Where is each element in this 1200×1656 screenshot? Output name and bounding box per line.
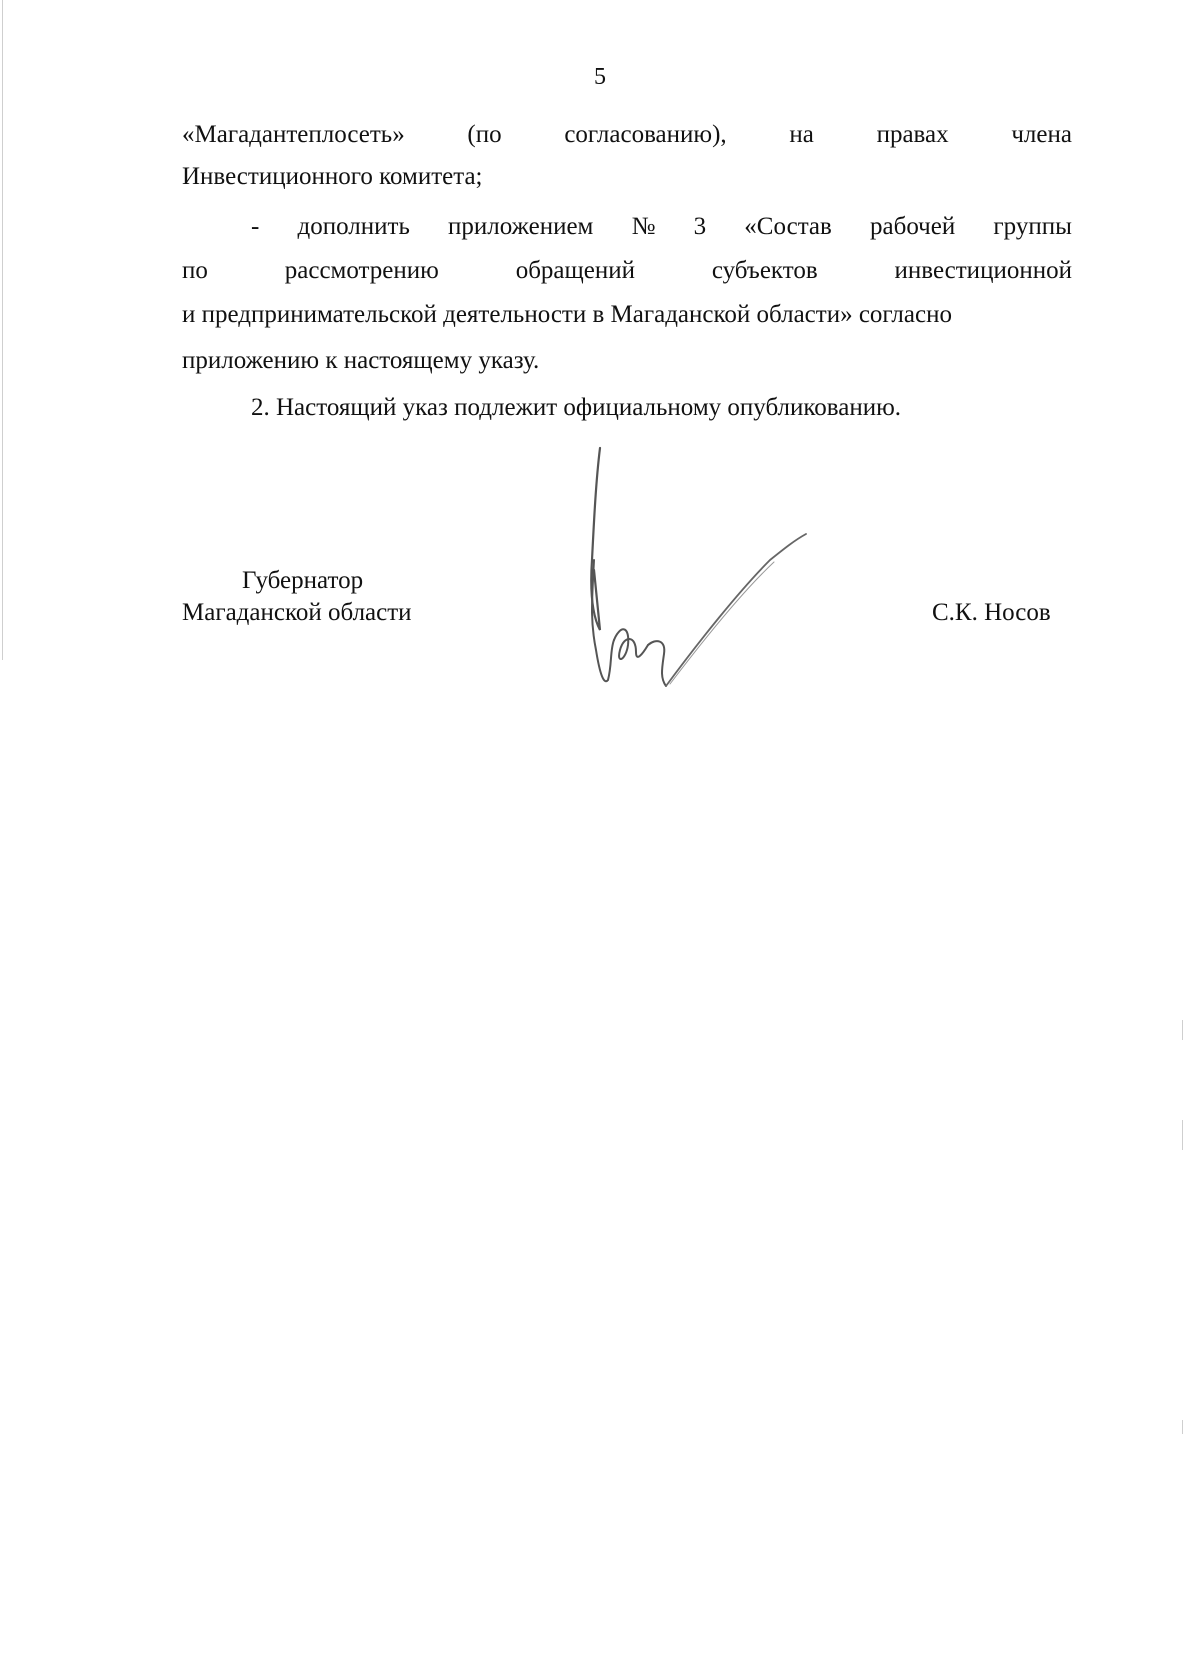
paragraph-line bbox=[251, 212, 1072, 242]
scan-edge-mark bbox=[1182, 1120, 1183, 1150]
word: рассмотрению bbox=[284, 257, 439, 284]
word: на bbox=[789, 121, 814, 148]
word: группы bbox=[993, 213, 1072, 240]
paragraph-line: Инвестиционного комитета; bbox=[182, 163, 483, 190]
signatory-name: С.К. Носов bbox=[932, 599, 1051, 626]
scan-edge-mark bbox=[1182, 1420, 1183, 1434]
word: субъектов bbox=[711, 257, 818, 284]
signatory-position bbox=[182, 565, 412, 629]
word: дополнить bbox=[297, 213, 410, 240]
word: члена bbox=[1011, 121, 1072, 148]
scan-edge-mark bbox=[1182, 1020, 1183, 1040]
scan-edge-mark bbox=[2, 0, 3, 660]
word: правах bbox=[876, 121, 949, 148]
page-number: 5 bbox=[594, 64, 606, 90]
word: «Состав bbox=[744, 213, 832, 240]
paragraph-line bbox=[182, 256, 1072, 286]
word: 3 bbox=[693, 213, 707, 240]
paragraph-line: 2. Настоящий указ подлежит официальному опубликованию. bbox=[251, 394, 902, 421]
word: согласованию), bbox=[564, 121, 727, 148]
paragraph-line: и предпринимательской деятельности в Магаданской области» согласно bbox=[182, 301, 952, 328]
word: инвестиционной bbox=[894, 257, 1072, 284]
paragraph-line: приложению к настоящему указу. bbox=[182, 347, 540, 374]
position-region: Магаданской области bbox=[182, 599, 412, 626]
word: № bbox=[631, 213, 656, 240]
word: «Магадантеплосеть» bbox=[182, 121, 405, 148]
word: - bbox=[251, 213, 260, 240]
word: (по bbox=[467, 121, 502, 148]
word: по bbox=[182, 257, 208, 284]
position-title: Губернатор bbox=[242, 567, 364, 594]
word: рабочей bbox=[870, 213, 956, 240]
word: обращений bbox=[515, 257, 635, 284]
handwritten-signature bbox=[570, 440, 840, 720]
word: приложением bbox=[448, 213, 594, 240]
paragraph-line bbox=[182, 120, 1072, 150]
